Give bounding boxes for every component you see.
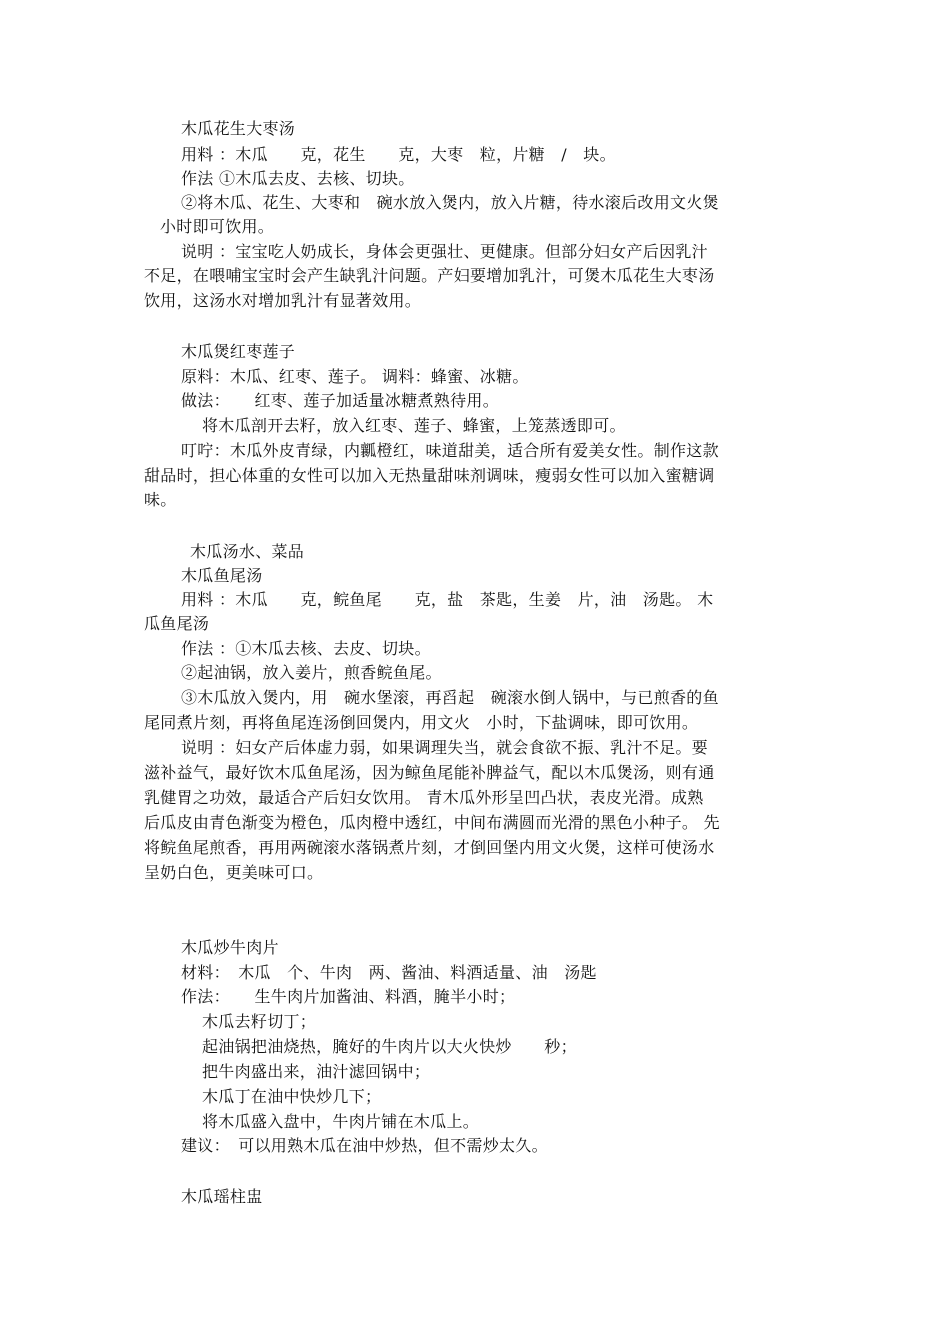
text-line: 甜品时，担心体重的女性可以加入无热量甜味剂调味，瘦弱女性可以加入蜜糖调 (144, 466, 715, 485)
text-line: 将木瓜剖开去籽，放入红枣、莲子、蜂蜜，上笼蒸透即可。 (202, 416, 626, 435)
text-line: 作法 ：①木瓜去核、去皮、切块。 (181, 639, 431, 658)
text-line: 材料： 木瓜 个、牛肉 两、酱油、料酒适量、油 汤匙 (181, 963, 597, 982)
text-line: 建议： 可以用熟木瓜在油中炒热，但不需炒太久。 (181, 1136, 548, 1155)
text-line: 尾同煮片刻，再将鱼尾连汤倒回煲内，用文火 小时，下盐调味，即可饮用。 (144, 713, 699, 732)
text-line: ②起油锅，放入姜片，煎香鲩鱼尾。 (181, 663, 442, 682)
text-line: 把牛肉盛出来，油汁滤回锅中； (202, 1062, 431, 1081)
text-line: 饮用，这汤水对增加乳汁有显著效用。 (144, 291, 422, 310)
section-title: 木瓜花生大枣汤 (181, 119, 296, 138)
text-line: 起油锅把油烧热，腌好的牛肉片以大火快炒 秒； (202, 1037, 577, 1056)
section-title: 木瓜炒牛肉片 (181, 938, 279, 957)
text-line: 作法： 生牛肉片加酱油、料酒，腌半小时； (181, 987, 516, 1006)
text-line: 做法： 红枣、莲子加适量冰糖煮熟待用。 (181, 391, 500, 410)
text-line: 小时即可饮用。 (160, 217, 275, 236)
text-line: 将木瓜盛入盘中，牛肉片铺在木瓜上。 (202, 1112, 480, 1131)
text-line: 呈奶白色，更美味可口。 (144, 863, 324, 882)
text-line: 用料 ：木瓜 克，花生 克，大枣 粒，片糖 / 块。 (181, 145, 616, 164)
text-line: ③木瓜放入煲内，用 碗水堡滚，再舀起 碗滚水倒人锅中，与已煎香的鱼 (181, 688, 719, 707)
text-line: 叮咛：木瓜外皮青绿，内瓤橙红，味道甜美，适合所有爱美女性。制作这款 (181, 441, 719, 460)
text-line: 不足，在喂哺宝宝时会产生缺乳汁问题。产妇要增加乳汁，可煲木瓜花生大枣汤 (144, 266, 715, 285)
text-line: 瓜鱼尾汤 (144, 614, 210, 633)
text-line: 用料 ：木瓜 克，鲩鱼尾 克，盐 茶匙，生姜 片，油 汤匙。 木 (181, 590, 714, 609)
text-line: ②将木瓜、花生、大枣和 碗水放入煲内，放入片糖，待水滚后改用文火煲 (181, 193, 719, 212)
text-line: 将鲩鱼尾煎香，再用两碗滚水落锅煮片刻，才倒回堡内用文火煲，这样可使汤水 (144, 838, 715, 857)
text-line: 说明 ：妇女产后体虚力弱，如果调理失当，就会食欲不振、乳汁不足。要 (181, 738, 708, 757)
text-line: 后瓜皮由青色渐变为橙色，瓜肉橙中透红，中间布满圆而光滑的黑色小种子。 先 (144, 813, 720, 832)
text-line: 木瓜去籽切丁； (202, 1012, 317, 1031)
section-title: 木瓜瑶柱盅 (181, 1187, 263, 1206)
text-line: 味。 (144, 490, 177, 509)
text-line: 木瓜丁在油中快炒几下； (202, 1087, 382, 1106)
section-title: 木瓜煲红枣莲子 (181, 342, 296, 361)
section-title: 木瓜鱼尾汤 (181, 566, 263, 585)
text-line: 乳健胃之功效，最适合产后妇女饮用。 青木瓜外形呈凹凸状，表皮光滑。成熟 (144, 788, 704, 807)
text-line: 说明 ：宝宝吃人奶成长，身体会更强壮、更健康。但部分妇女产后因乳汁 (181, 242, 708, 261)
section-title: 木瓜汤水、菜品 (190, 542, 305, 561)
text-line: 作法 ①木瓜去皮、去核、切块。 (181, 169, 415, 188)
text-line: 滋补益气，最好饮木瓜鱼尾汤，因为鲸鱼尾能补脾益气，配以木瓜煲汤，则有通 (144, 763, 715, 782)
text-line: 原料：木瓜、红枣、莲子。 调料：蜂蜜、冰糖。 (181, 367, 529, 386)
